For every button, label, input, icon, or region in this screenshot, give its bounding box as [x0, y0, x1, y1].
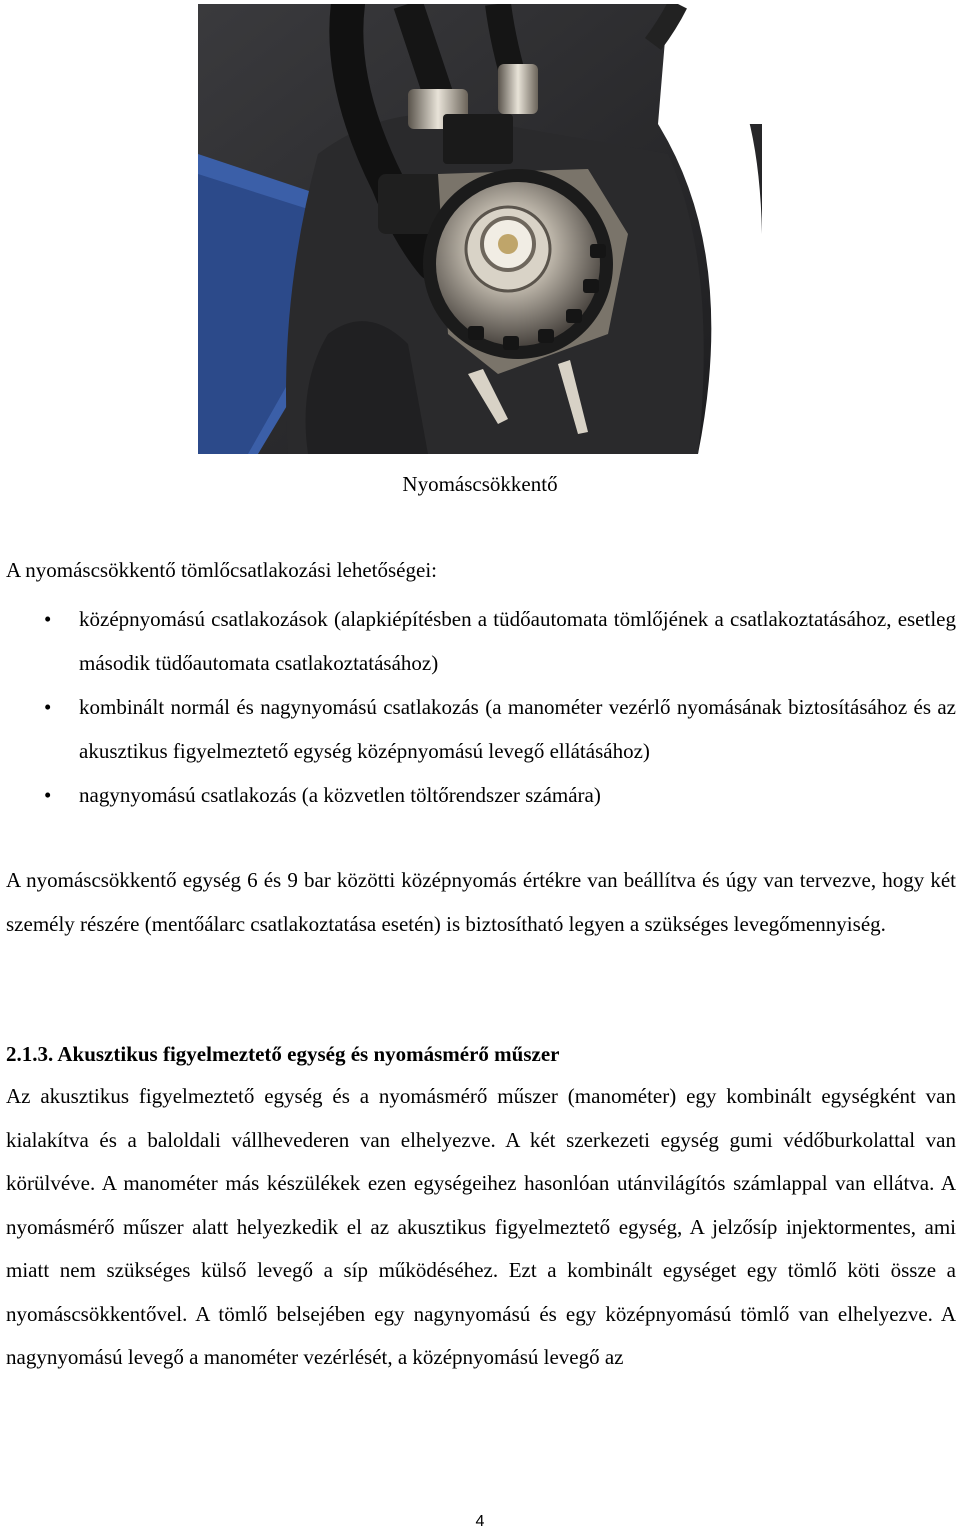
paragraph: Az akusztikus figyelmeztető egység és a nyomásmérő műszer (manométer) egy kombinált egységként van kialakítva és a baloldali vállhevederen van elhelyezve. A két szerkezeti egység gumi védőburkolattal van körülvéve. A manométer más készülékek ezen egységeihez hasonlóan utánvilágítós számlappal van ellátva. A nyomásmérő műszer alatt helyezkedik el az akusztikus figyelmeztető egység, A jelzősíp injektormentes, ami miatt nem szükséges külső levegő a síp működéséhez. Ezt a kombinált egységet egy tömlő köti össze a nyomáscsökkentővel. A tömlő belsejében egy nagynyomású és egy középnyomású tömlő van elhelyezve. A nagynyomású levegő a manométer vezérlését, a középnyomású levegő az [6, 1084, 956, 1369]
connection-options-list [6, 597, 956, 817]
bullet-icon: • [44, 783, 52, 807]
list-item [6, 597, 956, 685]
bullet-icon: • [44, 607, 52, 631]
bullet-icon: • [44, 695, 52, 719]
list-item-text: középnyomású csatlakozások (alapkiépítésben a tüdőautomata tömlőjének a csatlakoztatásához, esetleg második tüdőautomata csatlakoztatásához) [79, 607, 956, 675]
paragraph: A nyomáscsökkentő egység 6 és 9 bar közötti középnyomás értékre van beállítva és úgy van tervezve, hogy két személy részére (mentőálarc csatlakoztatása esetén) is biztosítható legyen a szükséges levegőmennyiség. [6, 868, 956, 936]
figure-caption: Nyomáscsökkentő [402, 472, 558, 496]
section-number: 2.1.3. [6, 1042, 54, 1066]
list-item [6, 685, 956, 773]
list-item-text: kombinált normál és nagynyomású csatlakozás (a manométer vezérlő nyomásának biztosításához és az akusztikus figyelmeztető egység középnyomású levegő ellátásához) [79, 695, 956, 763]
list-item [6, 773, 956, 817]
pressure-reducer-photo [198, 4, 762, 454]
page-number: 4 [475, 1513, 485, 1530]
section-heading [6, 1039, 560, 1069]
intro-text: A nyomáscsökkentő tömlőcsatlakozási lehetőségei: [6, 558, 437, 582]
list-item-text: nagynyomású csatlakozás (a közvetlen töltőrendszer számára) [79, 783, 601, 807]
section-title: Akusztikus figyelmeztető egység és nyomásmérő műszer [57, 1042, 560, 1066]
